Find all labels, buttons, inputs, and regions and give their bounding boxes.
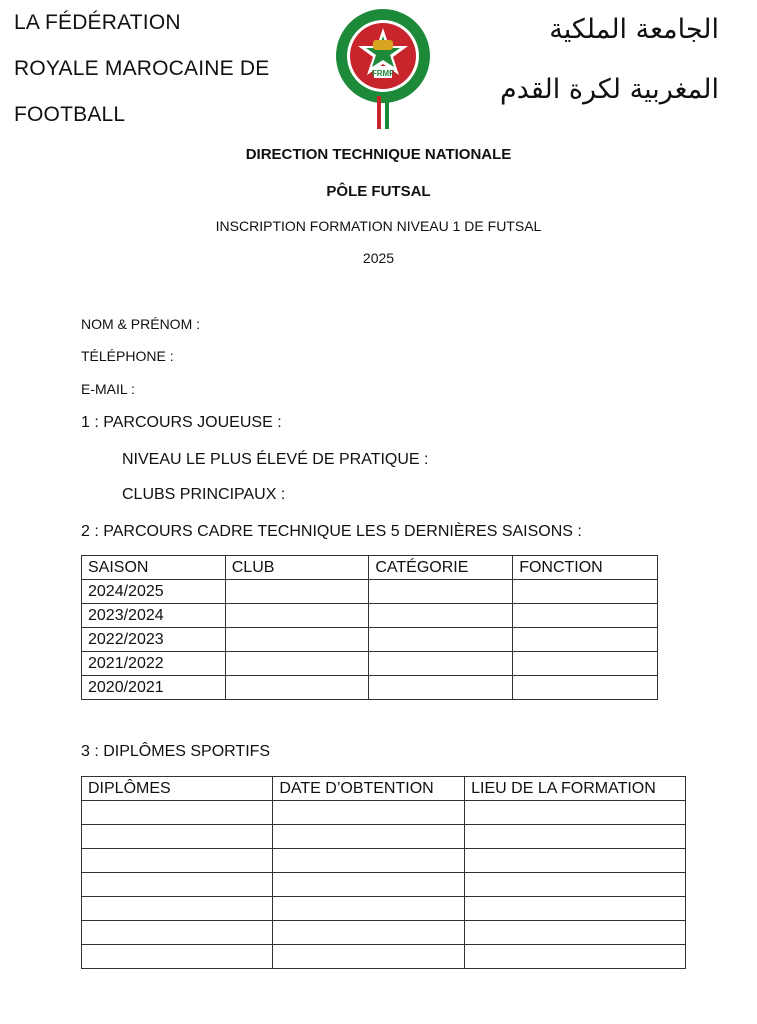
lieu-cell[interactable]	[465, 873, 686, 897]
title-year: 2025	[362, 250, 395, 266]
header-club: CLUB	[225, 556, 369, 580]
section1-clubs-label: CLUBS PRINCIPAUX :	[122, 486, 286, 503]
season-cell: 2021/2022	[82, 652, 226, 676]
club-cell[interactable]	[225, 628, 369, 652]
title-direction: DIRECTION TECHNIQUE NATIONALE	[245, 146, 512, 163]
categorie-cell[interactable]	[369, 676, 513, 700]
field-telephone-label: TÉLÉPHONE :	[81, 348, 174, 364]
table-header-row	[82, 556, 658, 580]
logo-text: FRMF	[371, 69, 395, 78]
date-cell[interactable]	[273, 849, 465, 873]
title-inscription: INSCRIPTION FORMATION NIVEAU 1 DE FUTSAL	[215, 218, 542, 234]
season-cell: 2024/2025	[82, 580, 226, 604]
categorie-cell[interactable]	[369, 604, 513, 628]
fonction-cell[interactable]	[513, 604, 658, 628]
diplome-cell[interactable]	[82, 945, 273, 969]
categorie-cell[interactable]	[369, 652, 513, 676]
table-row	[82, 849, 686, 873]
diplome-cell[interactable]	[82, 825, 273, 849]
field-nom-label: NOM & PRÉNOM :	[81, 316, 201, 332]
lieu-cell[interactable]	[465, 921, 686, 945]
federation-name-fr-line-2: ROYALE MAROCAINE DE	[14, 57, 270, 80]
field-email-label: E-MAIL :	[81, 381, 135, 397]
header-saison: SAISON	[82, 556, 226, 580]
diplome-cell[interactable]	[82, 921, 273, 945]
diplome-cell[interactable]	[82, 849, 273, 873]
table-row	[82, 873, 686, 897]
club-cell[interactable]	[225, 604, 369, 628]
header-diplomes: DIPLÔMES	[82, 777, 273, 801]
section1-niveau-label: NIVEAU LE PLUS ÉLEVÉ DE PRATIQUE :	[122, 451, 429, 468]
diplomas-table	[81, 776, 686, 969]
table-row	[82, 825, 686, 849]
club-cell[interactable]	[225, 580, 369, 604]
diplome-cell[interactable]	[82, 897, 273, 921]
date-cell[interactable]	[273, 825, 465, 849]
header-date-obtention: DATE D’OBTENTION	[273, 777, 465, 801]
frmf-crest-icon	[333, 6, 433, 131]
date-cell[interactable]	[273, 945, 465, 969]
date-cell[interactable]	[273, 897, 465, 921]
federation-name-ar	[500, 0, 719, 120]
header-fonction: FONCTION	[513, 556, 658, 580]
season-cell: 2023/2024	[82, 604, 226, 628]
federation-name-fr	[14, 0, 269, 138]
date-cell[interactable]	[273, 801, 465, 825]
table-row	[82, 945, 686, 969]
seasons-table	[81, 555, 658, 700]
diplome-cell[interactable]	[82, 801, 273, 825]
title-pole: PÔLE FUTSAL	[326, 183, 431, 200]
table-row	[82, 628, 658, 652]
federation-name-ar-line-2: المغربية لكرة القدم	[499, 74, 719, 105]
lieu-cell[interactable]	[465, 897, 686, 921]
table-row	[82, 652, 658, 676]
federation-name-fr-line-3: FOOTBALL	[14, 103, 126, 126]
header-categorie: CATÉGORIE	[369, 556, 513, 580]
table-row	[82, 897, 686, 921]
fonction-cell[interactable]	[513, 628, 658, 652]
fonction-cell[interactable]	[513, 580, 658, 604]
table-row	[82, 604, 658, 628]
table-row	[82, 921, 686, 945]
federation-name-ar-line-1: الجامعة الملكية	[549, 14, 719, 45]
lieu-cell[interactable]	[465, 801, 686, 825]
lieu-cell[interactable]	[465, 825, 686, 849]
club-cell[interactable]	[225, 652, 369, 676]
table-row	[82, 580, 658, 604]
club-cell[interactable]	[225, 676, 369, 700]
fonction-cell[interactable]	[513, 652, 658, 676]
categorie-cell[interactable]	[369, 580, 513, 604]
table-header-row	[82, 777, 686, 801]
date-cell[interactable]	[273, 873, 465, 897]
header-lieu-formation: LIEU DE LA FORMATION	[465, 777, 686, 801]
lieu-cell[interactable]	[465, 945, 686, 969]
season-cell: 2020/2021	[82, 676, 226, 700]
section1-title: 1 : PARCOURS JOUEUSE :	[81, 414, 282, 431]
fonction-cell[interactable]	[513, 676, 658, 700]
frmf-logo	[333, 6, 433, 131]
table-row	[82, 801, 686, 825]
date-cell[interactable]	[273, 921, 465, 945]
federation-name-fr-line-1: LA FÉDÉRATION	[14, 11, 181, 34]
categorie-cell[interactable]	[369, 628, 513, 652]
section2-title: 2 : PARCOURS CADRE TECHNIQUE LES 5 DERNIÈRES SAISONS :	[81, 523, 582, 540]
lieu-cell[interactable]	[465, 849, 686, 873]
section3-title: 3 : DIPLÔMES SPORTIFS	[81, 743, 271, 760]
diplome-cell[interactable]	[82, 873, 273, 897]
table-row	[82, 676, 658, 700]
season-cell: 2022/2023	[82, 628, 226, 652]
